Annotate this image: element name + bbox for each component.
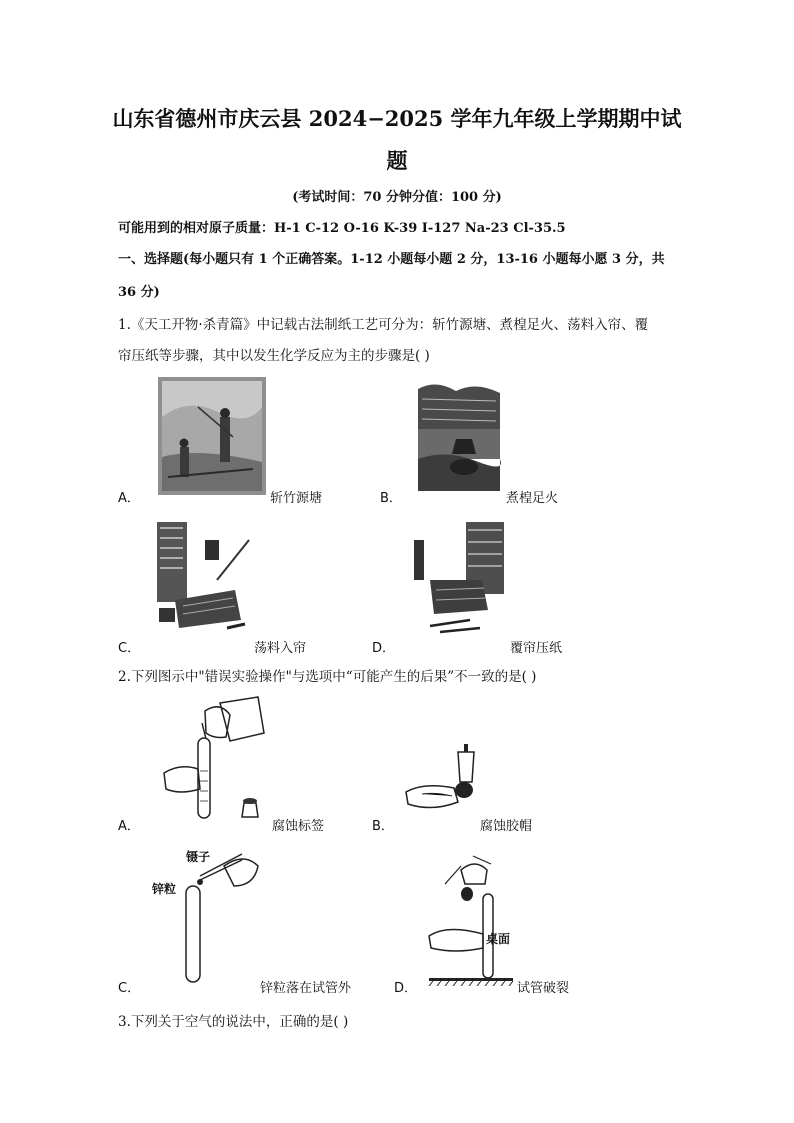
q2-image-dropper: [402, 742, 482, 824]
q1-image-pulp-screen: [155, 520, 251, 638]
q2-option-c-letter: C．: [118, 981, 141, 996]
q2-label-desk: 桌面: [486, 932, 511, 946]
q2-image-pouring-liquid: [160, 693, 270, 823]
q1-stem-line2: 帘压纸等步骤，其中以发生化学反应为主的步骤是( ): [118, 348, 430, 364]
q1-option-a-letter: A．: [118, 491, 140, 506]
section-heading-line1: 一、选择题(每小题只有 1 个正确答案。1-12 小题每小题 2 分，13-16 小题每小愿 3 分，共: [118, 252, 665, 267]
q3-stem: 3.下列关于空气的说法中，正确的是( ): [118, 1014, 349, 1030]
page-title-line1: 山东省德州市庆云县 2024−2025 学年九年级上学期期中试: [112, 106, 682, 131]
section-heading-line2: 36 分): [118, 285, 160, 300]
q1-option-d-caption: 覆帘压纸: [510, 641, 563, 656]
q1-option-c-letter: C．: [118, 641, 141, 656]
q2-stem: 2.下列图示中"错误实验操作"与选项中“可能产生的后果”不一致的是( ): [118, 669, 537, 685]
q2-option-b-letter: B．: [372, 819, 394, 834]
q2-option-d-letter: D．: [394, 981, 418, 996]
q2-option-a-caption: 腐蚀标签: [272, 819, 325, 834]
q1-option-b-letter: B．: [380, 491, 402, 506]
q1-image-bamboo-soaking: [158, 377, 266, 495]
q1-option-b-caption: 煮楻足火: [506, 491, 559, 506]
q1-option-a-caption: 斩竹源塘: [270, 491, 323, 506]
q2-option-d-caption: 试管破裂: [517, 981, 570, 996]
atomic-masses: 可能用到的相对原子质量：H-1 C-12 O-16 K-39 I-127 Na-23 Cl-35.5: [118, 221, 566, 236]
q2-image-zinc-tweezers: [150, 846, 262, 986]
q2-option-b-caption: 腐蚀胶帽: [480, 819, 533, 834]
page-title-line2: 题: [386, 148, 408, 173]
q1-image-pressing-paper: [410, 520, 506, 638]
q2-option-c-caption: 锌粒落在试管外: [260, 981, 352, 996]
q2-label-tweezers: 镊子: [186, 850, 211, 864]
q1-option-d-letter: D．: [372, 641, 396, 656]
q2-label-zinc: 锌粒: [152, 882, 177, 896]
q2-image-tube-on-desk: [425, 854, 517, 986]
exam-info: (考试时间：70 分钟分值：100 分): [292, 190, 502, 205]
q1-image-boiling: [416, 379, 502, 495]
q1-stem-line1: 1.《天工开物·杀青篇》中记载古法制纸工艺可分为：斩竹源塘、煮楻足火、荡料入帘、覆: [118, 317, 649, 333]
q1-option-c-caption: 荡料入帘: [254, 641, 307, 656]
q2-option-a-letter: A．: [118, 819, 140, 834]
